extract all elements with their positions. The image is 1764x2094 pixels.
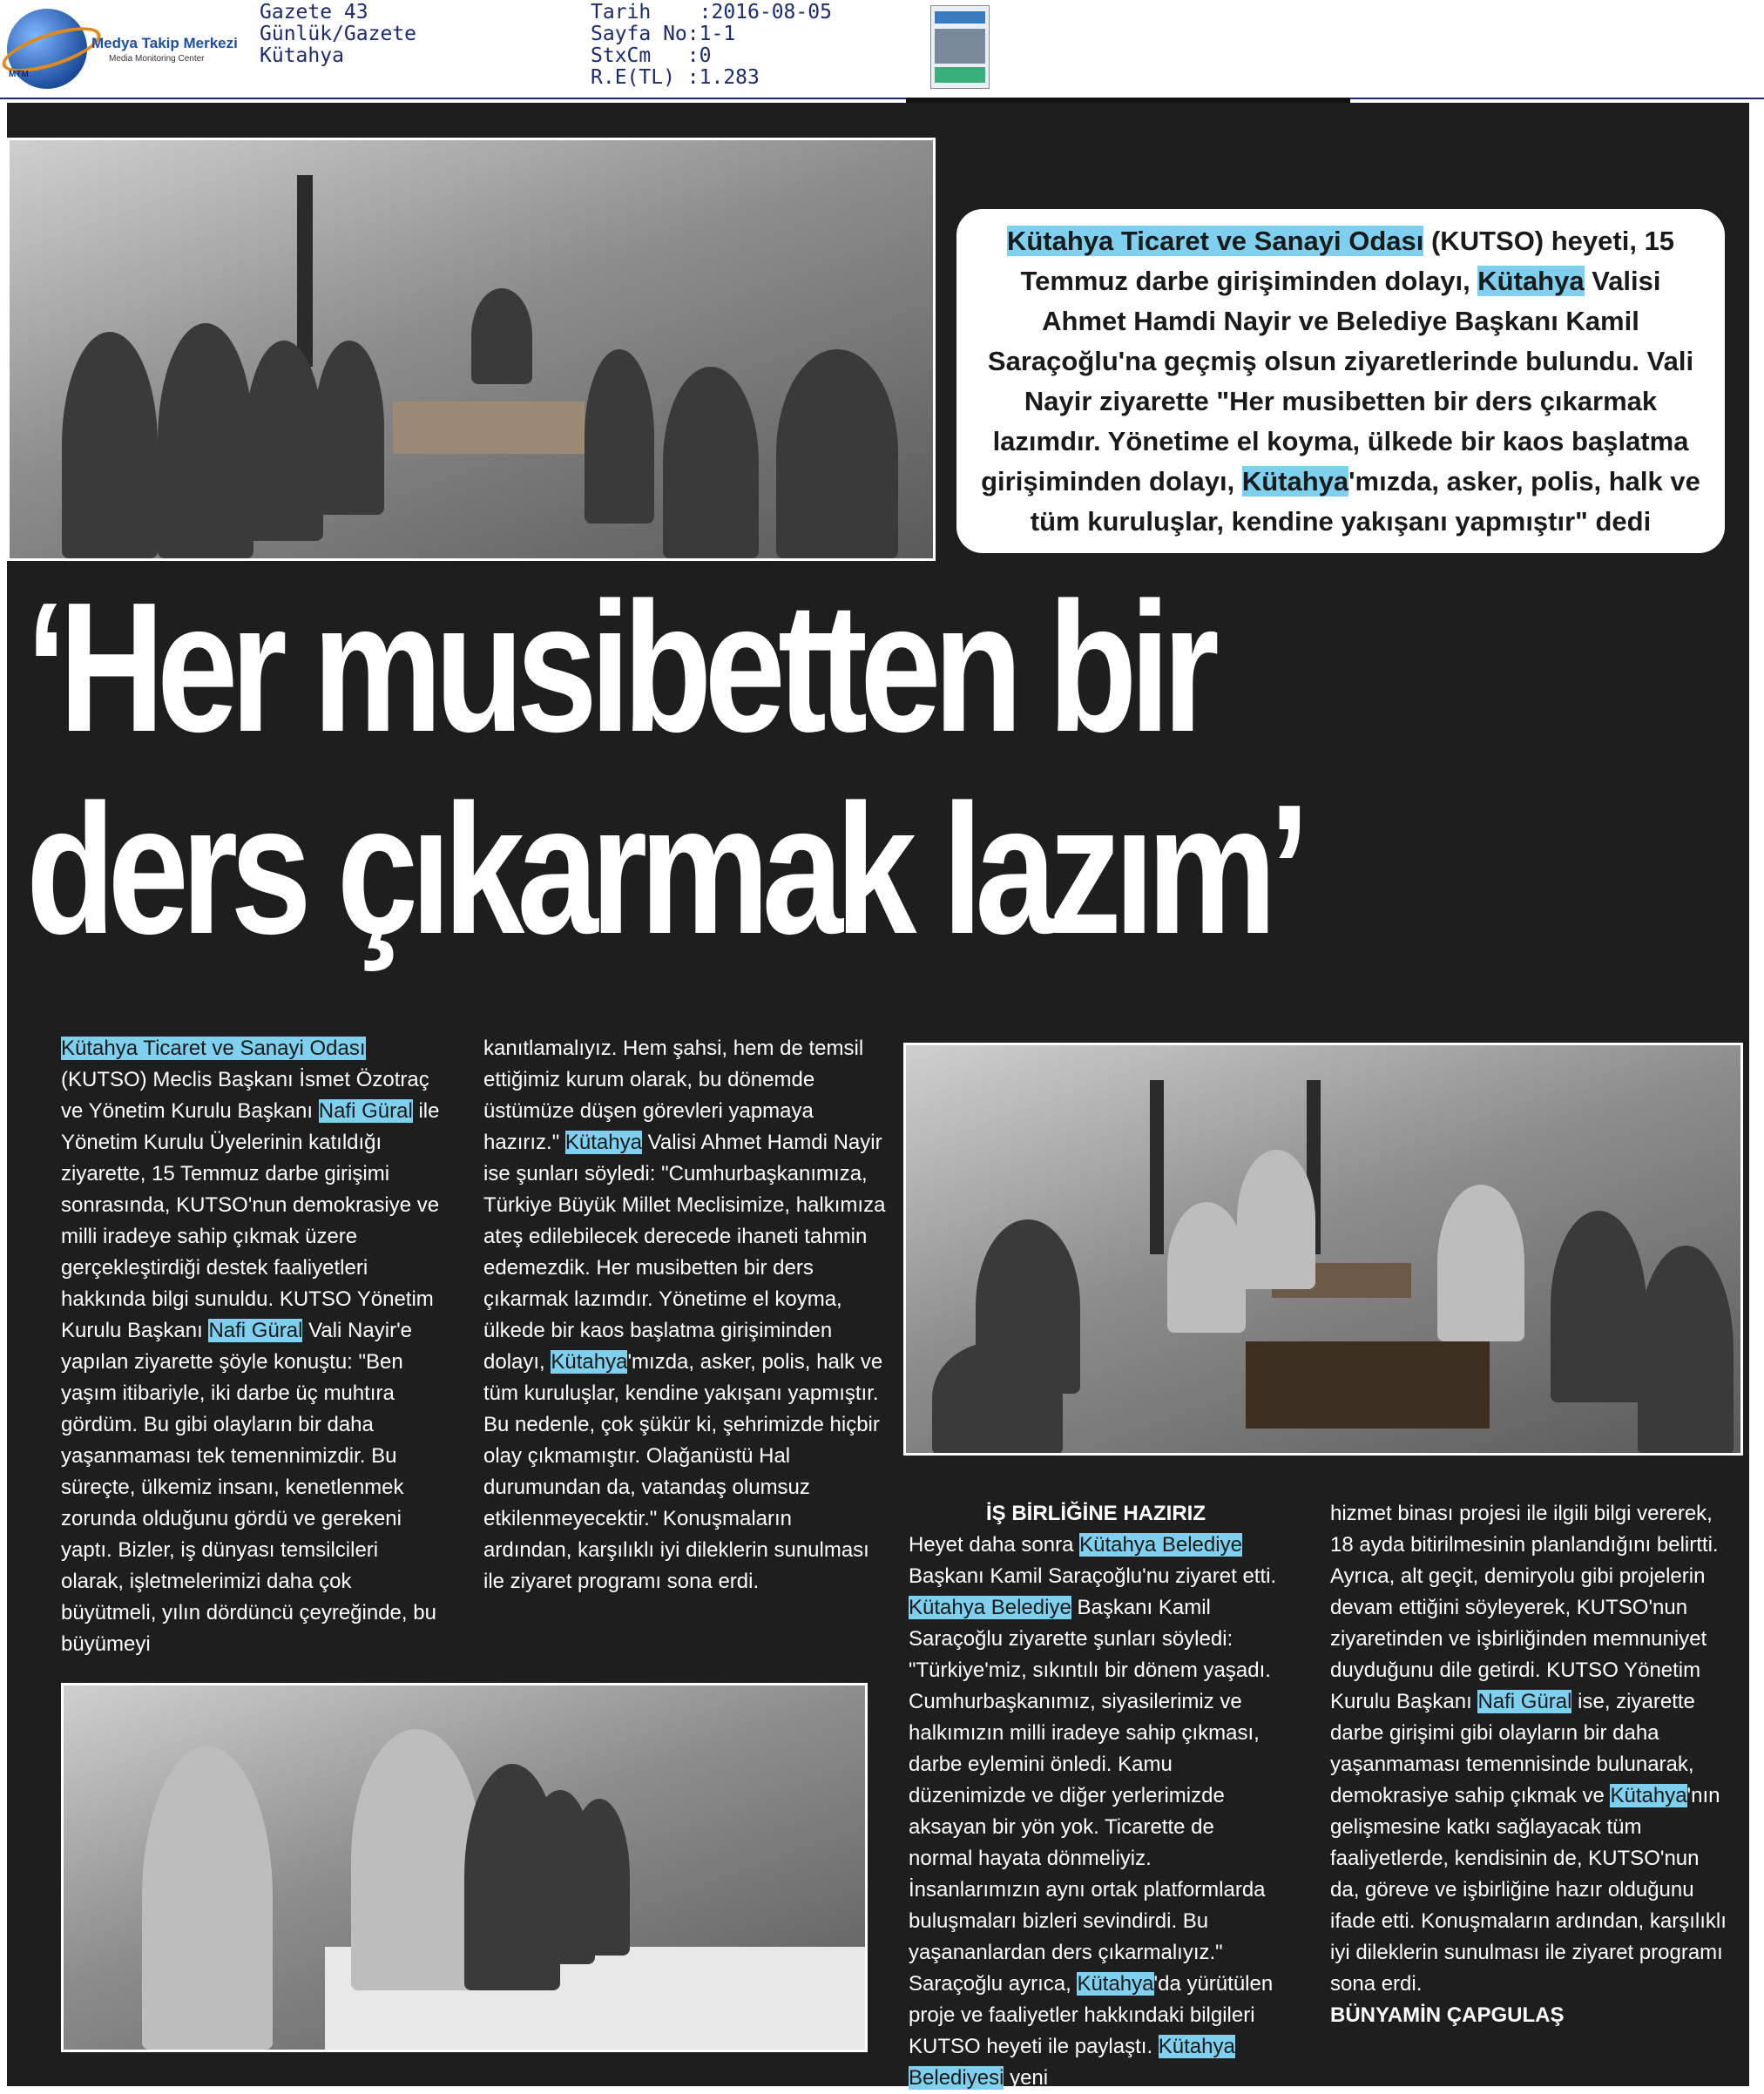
col1-text-3: Vali Nayir'e yapılan ziyarette şöyle konuştu: "Ben yaşım itibariyle, iki darbe üç muhtıra gördüm. Bu gibi olayların bir daha yaşanmaması tek temennimizdir. Bu süreçte, ülkemiz insanı, kenetlenmek zorunda olduğunu gördü ve gerekeni yaptı. Bizler, iş dünyası temsilcileri olarak, işletmelerimizi daha çok büyütmeli, yılın dördüncü çeyreğinde, bu büyümeyi bbox=[61, 1319, 436, 1656]
col3-text-5: yeni bbox=[1004, 2066, 1049, 2090]
col4-text-2: ise, ziyarette darbe girişimi gibi olayların bir daha yaşanmaması temennisinde bulunarak, demokrasiye sahip çıkmak ve bbox=[1330, 1690, 1695, 1807]
col2-city-1: Kütahya bbox=[564, 1131, 642, 1154]
clipping-header bbox=[0, 0, 1764, 98]
article-column-3 bbox=[909, 1498, 1283, 2094]
photo-project-model bbox=[61, 1683, 868, 2052]
photo-governor-office bbox=[903, 1043, 1743, 1456]
col3-text-2: Başkanı Kamil Saraçoğlu'nu ziyaret etti. bbox=[909, 1564, 1277, 1588]
brand-name: Medya Takip Merkezi bbox=[91, 35, 238, 51]
col1-name-2: Nafi Güral bbox=[208, 1319, 303, 1342]
col3-text-1: Heyet daha sonra bbox=[909, 1533, 1080, 1557]
meta-stxcm: StxCm :0 bbox=[591, 44, 712, 67]
subheading: İŞ BİRLİĞİNE HAZIRIZ bbox=[986, 1502, 1206, 1525]
page-thumbnail[interactable] bbox=[930, 5, 990, 89]
col3-hl-1: Kütahya Belediye bbox=[1079, 1533, 1242, 1557]
publication-city: Kütahya bbox=[260, 44, 344, 67]
clipping-meta bbox=[591, 2, 832, 89]
headline bbox=[26, 566, 1382, 970]
byline: BÜNYAMİN ÇAPGULAŞ bbox=[1330, 2003, 1565, 2027]
photo-governor-visit bbox=[7, 138, 936, 561]
publication-type: Günlük/Gazete bbox=[260, 23, 417, 45]
header-divider bbox=[0, 98, 1764, 99]
col2-text-2: Valisi Ahmet Hamdi Nayir ise şunları söyledi: "Cumhurbaşkanımıza, Türkiye Büyük Millet Meclisimize, halkımıza ateş edilebilecek derecede ihaneti tahmin edemezdik. Her musibetten bir ders çıkarmak lazımdır. Yönetime el koyma, ülkede bir kaos başlatma girişiminden dolayı, bbox=[483, 1131, 886, 1374]
headline-line-1: ‘Her musibetten bir bbox=[26, 564, 1213, 770]
headline-line-2: ders çıkarmak lazım’ bbox=[26, 766, 1302, 972]
meta-ad-value: R.E(TL) :1.283 bbox=[591, 66, 760, 89]
logo-mark: MTM bbox=[9, 70, 29, 79]
col1-text-2: ile Yönetim Kurulu Üyelerinin katıldığı ziyarette, 15 Temmuz darbe girişimi sonrasında, KUTSO'nun demokrasiye ve milli iradeye sahip çıkmak üzere gerçekleştirdiği destek faaliyetleri hakkında bilgi sunuldu. KUTSO Yönetim Kurulu Başkanı bbox=[61, 1099, 440, 1342]
col3-hl-4: Kütahya Belediyesi bbox=[909, 2035, 1235, 2090]
col1-name-1: Nafi Güral bbox=[318, 1099, 413, 1123]
summary-text-1: (KUTSO) heyeti, 15 Temmuz darbe girişiminden dolayı, bbox=[1020, 226, 1675, 296]
article-column-4 bbox=[1330, 1498, 1727, 2031]
col4-text-3: 'nın gelişmesine katkı sağlayacak tüm faaliyetlerde, kendisinin de, KUTSO'nun da, göreve ve işbirliğine hazır olduğunu ifade etti. Konuşmaların ardından, karşılıklı iyi dileklerin sunulması ile ziyaret programı sona erdi. bbox=[1330, 1784, 1727, 1996]
article-column-2 bbox=[483, 1033, 886, 1598]
col2-text-1: kanıtlamalıyız. Hem şahsi, hem de temsil ettiğimiz kurum olarak, bu dönemde üstümüze düşen görevleri yapmaya hazırız." bbox=[483, 1037, 864, 1154]
meta-date: Tarih :2016-08-05 bbox=[591, 1, 832, 24]
summary-text-3: 'mızda, asker, polis, halk ve tüm kuruluşlar, kendine yakışanı yapmıştır" dedi bbox=[1030, 466, 1700, 537]
summary-city-1: Kütahya bbox=[1477, 266, 1585, 296]
summary-text-2: Valisi Ahmet Hamdi Nayir ve Belediye Başkanı Kamil Saraçoğlu'na geçmiş olsun ziyaretlerinde bulundu. Vali Nayir ziyarette "Her musibetten bir ders çıkarmak lazımdır. Yönetime el koyma, ülkede bir kaos başlatma girişiminden dolayı, bbox=[981, 266, 1694, 496]
col1-text-1: (KUTSO) Meclis Başkanı İsmet Özotraç ve Yönetim Kurulu Başkanı bbox=[61, 1068, 429, 1123]
col3-hl-2: Kütahya Belediye bbox=[909, 1596, 1071, 1619]
col3-hl-3: Kütahya bbox=[1077, 1972, 1154, 1996]
col4-name: Nafi Güral bbox=[1477, 1690, 1572, 1713]
publication-name: Gazete 43 bbox=[260, 1, 368, 24]
meta-page: Sayfa No:1-1 bbox=[591, 23, 736, 45]
summary-org: Kütahya Ticaret ve Sanayi Odası bbox=[1006, 226, 1424, 256]
summary-city-2: Kütahya bbox=[1241, 466, 1349, 496]
col2-text-3: 'mızda, asker, polis, halk ve tüm kuruluşlar, kendine yakışanı yapmıştır. Bu nedenle, çok şükür ki, şehrimizde hiçbir olay çıkmamıştır. Olağanüstü Hal durumundan da, vatandaş olumsuz etkilenmeyecektir." Konuşmaların ardından, karşılıklı iyi dileklerin sunulması ile ziyaret programı sona erdi. bbox=[483, 1350, 883, 1593]
publication-info bbox=[260, 2, 416, 67]
col4-city: Kütahya bbox=[1610, 1784, 1687, 1807]
col4-text-1: hizmet binası projesi ile ilgili bilgi vererek, 18 ayda bitirilmesinin planlandığını belirtti. Ayrıca, alt geçit, demiryolu gibi projelerin devam ettiğini söyleyerek, KUTSO'nun ziyaretinden ve işbirliğinden memnuniyet duyduğunu dile getirdi. KUTSO Yönetim Kurulu Başkanı bbox=[1330, 1502, 1719, 1713]
brand-subtitle: Media Monitoring Center bbox=[109, 54, 205, 64]
summary-box bbox=[956, 209, 1725, 553]
col1-org: Kütahya Ticaret ve Sanayi Odası bbox=[61, 1037, 366, 1060]
col2-city-2: Kütahya bbox=[551, 1350, 628, 1374]
article-column-1 bbox=[61, 1033, 444, 1660]
col3-text-3: Başkanı Kamil Saraçoğlu ziyarette şunları söyledi: "Türkiye'miz, sıkıntılı bir dönem yaşadı. Cumhurbaşkanımız, siyasilerimiz ve halkımızın milli iradeye sahip çıkması, darbe eylemini önledi. Kamu düzenimizde ve diğer yerlerimizde aksayan bir yön yok. Ticarette de normal hayata dönmeliyiz. İnsanlarımızın aynı ortak platformlarda buluşmaları bizleri sevindirdi. Bu yaşananlardan ders çıkarmalıyız." Saraçoğlu ayrıca, bbox=[909, 1596, 1271, 1996]
col3-text-4: 'da yürütülen proje ve faaliyetler hakkındaki bilgileri KUTSO heyeti ile paylaştı. bbox=[909, 1972, 1274, 2058]
